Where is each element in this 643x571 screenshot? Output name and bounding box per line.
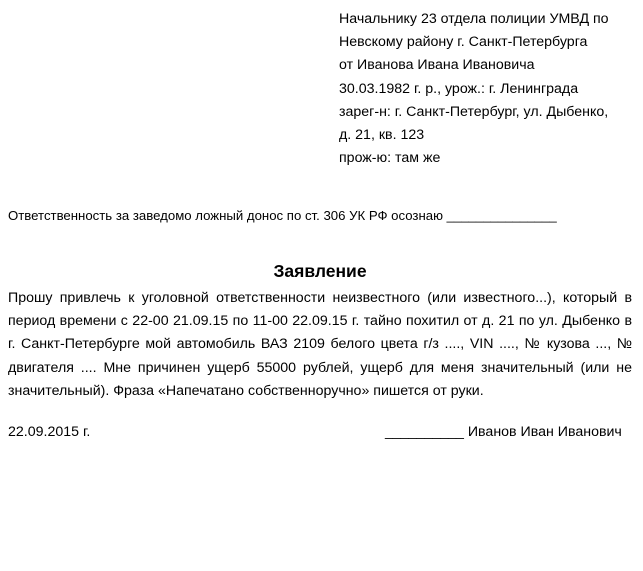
applicant-registration-line: д. 21, кв. 123 xyxy=(339,127,425,144)
addressee-block xyxy=(339,8,639,170)
document-title xyxy=(0,259,643,283)
addressee-line: Начальнику 23 отдела полиции УМВД по xyxy=(339,11,609,27)
addressee-line: Невскому району г. Санкт-Петербурга xyxy=(339,34,588,51)
statement-body: Прошу привлечь к уголовной ответственности неизвестного (или известного...), который в период времени с 22-00 21.09.15 по 11-00 22.09.15 г. тайно похитил от д. 21 по ул. Дыбенко в г. Санкт-Петербурге мой автомобиль ВАЗ 2109 белого цвета г/з ...., VIN ...., № кузова ..., № двигателя .... Мне причинен ущерб 55000 рублей, ущерб для меня значительный (или не значительный). Фраза «Напечатано собственноручно» пишется от руки. xyxy=(8,290,632,399)
statement-date: 22.09.2015 г. xyxy=(8,424,91,440)
applicant-birth-line: 30.03.1982 г. р., урож.: г. Ленинграда xyxy=(339,80,579,97)
signature-name: Иванов Иван Иванович xyxy=(467,424,622,440)
liability-signature-blank: _______________ xyxy=(446,208,557,223)
liability-warning xyxy=(8,207,557,225)
document-title-text: Заявление xyxy=(273,261,367,281)
signature-blank: __________ xyxy=(385,424,464,440)
applicant-registration-line: зарег-н: г. Санкт-Петербург, ул. Дыбенко, xyxy=(339,103,609,120)
applicant-residence-line: прож-ю: там же xyxy=(339,150,441,167)
liability-warning-text: Ответственность за заведомо ложный донос по ст. 306 УК РФ осознаю xyxy=(8,208,443,223)
applicant-name-line: от Иванова Ивана Ивановича xyxy=(339,57,535,74)
signature-block xyxy=(385,421,622,444)
